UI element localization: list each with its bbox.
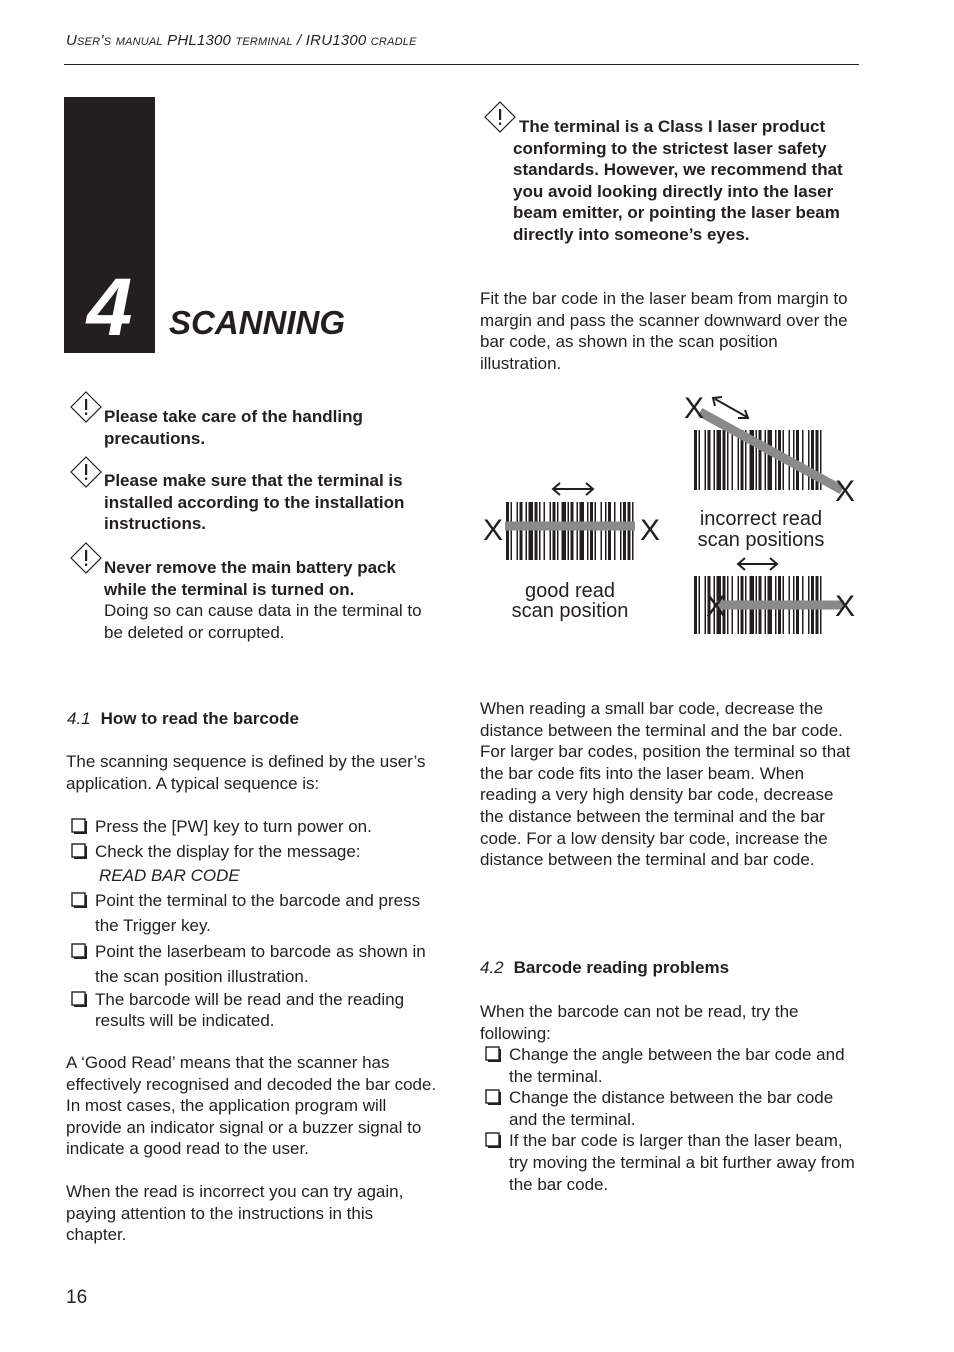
list-item: If the bar code is larger than the laser beam, try moving the terminal a bit further away from the bar code. — [485, 1130, 861, 1195]
barcode-bar — [562, 502, 567, 560]
scan-marker: X — [835, 475, 856, 508]
barcode-bar — [738, 430, 740, 490]
barcode-bar — [699, 576, 701, 634]
barcode-bar — [802, 430, 804, 490]
incorrect-read-caption: incorrect read — [699, 508, 823, 530]
barcode-bar — [571, 502, 574, 560]
double-arrow-icon — [553, 483, 593, 495]
barcode-bar — [614, 502, 616, 560]
scan-marker: X — [835, 590, 856, 623]
section1-intro: The scanning sequence is defined by the user’s application. A typical sequence is: — [66, 752, 426, 793]
warning-icon — [70, 456, 102, 488]
barcode-bar — [705, 430, 707, 490]
chapter-number: 4 — [86, 262, 133, 353]
barcode-bar — [608, 502, 611, 560]
laser-safety-warning: The terminal is a Class I laser product conforming to the strictest laser safety standards. However, we recommend that you avoid looking directly into the laser beam emitter, or pointing the laser beam directly into someone’s eyes. — [513, 117, 843, 244]
barcode-bar — [623, 502, 626, 560]
double-arrow-icon — [713, 397, 748, 418]
scan-position-illustration — [478, 392, 862, 642]
barcode-bar — [723, 430, 726, 490]
barcode-bar — [714, 430, 716, 490]
good-read-caption: good read — [524, 580, 616, 602]
barcode-bar — [517, 502, 519, 560]
barcode-bar — [727, 430, 729, 490]
barcode-bar — [811, 430, 814, 490]
incorrect-read-caption: scan positions — [697, 529, 825, 551]
barcode-bar — [628, 502, 631, 560]
barcode-bar — [535, 502, 538, 560]
barcode-bar — [557, 502, 559, 560]
warning-icon — [70, 542, 102, 574]
barcode-bar — [699, 430, 701, 490]
barcode-bar — [568, 502, 570, 560]
barcode-bar — [506, 502, 509, 560]
checkbox-bullet-icon — [71, 892, 88, 909]
scan-marker: X — [684, 392, 705, 425]
barcode-bar — [550, 502, 552, 560]
warning-icon — [484, 101, 516, 133]
display-message: READ BAR CODE — [99, 866, 240, 886]
header-rule — [64, 64, 859, 65]
warning-handling: Please take care of the handling precautions. — [104, 407, 363, 448]
barcode-bar — [717, 430, 722, 490]
list-item: Point the terminal to the barcode and press the Trigger key. — [71, 890, 443, 938]
chapter-title: SCANNING — [169, 304, 346, 341]
double-arrow-icon — [738, 558, 777, 570]
list-item: Change the distance between the bar code and the terminal. — [485, 1087, 861, 1130]
section2-intro: When the barcode can not be read, try the following: — [480, 1002, 799, 1043]
section2-steps — [485, 1044, 861, 1195]
incorrect-read-paragraph: When the read is incorrect you can try again, paying attention to the instructions in this chapter. — [66, 1182, 404, 1245]
scan-marker: X — [706, 590, 727, 623]
barcode-bar — [587, 502, 589, 560]
warning-battery: Never remove the main battery pack while the terminal is turned on. Doing so can cause data in the terminal to be deleted or corrupted. — [104, 558, 422, 642]
warning-installation: Please make sure that the terminal is installed according to the installation instructions. — [104, 471, 405, 534]
section-heading-4-1: 4.1 How to read the barcode — [67, 709, 300, 728]
checkbox-bullet-icon — [485, 1046, 502, 1063]
barcode-bar — [526, 502, 528, 560]
barcode-bar — [620, 502, 622, 560]
checkbox-bullet-icon — [71, 991, 88, 1008]
barcode-bar — [808, 430, 810, 490]
list-item: Check the display for the message: — [71, 841, 443, 863]
barcode-bar — [694, 576, 697, 634]
warning-icon — [70, 391, 102, 423]
section-heading-4-2: 4.2 Barcode reading problems — [480, 958, 730, 977]
checkbox-bullet-icon — [71, 843, 88, 860]
barcode-bar — [580, 502, 585, 560]
page-number: 16 — [66, 1287, 88, 1308]
barcode-bar — [595, 502, 597, 560]
good-read-paragraph: A ‘Good Read’ means that the scanner has effectively recognised and decoded the bar code. In most cases, the application program will provide an indicator signal or a buzzer signal to indicate a good read to the user. — [66, 1053, 437, 1159]
barcode-bar — [511, 502, 513, 560]
list-item: The barcode will be read and the reading results will be indicated. — [71, 989, 443, 1032]
barcode-bar — [632, 502, 634, 560]
barcode-bar — [553, 502, 556, 560]
barcode-bar — [694, 430, 697, 490]
barcode-good-read — [506, 502, 634, 560]
list-item: Press the [PW] key to turn power on. — [71, 816, 443, 838]
checkbox-bullet-icon — [485, 1089, 502, 1106]
list-item: Point the laserbeam to barcode as shown in the scan position illustration. — [71, 941, 443, 989]
checkbox-bullet-icon — [71, 943, 88, 960]
fit-barcode-text: Fit the bar code in the laser beam from margin to margin and pass the scanner downward over the bar code, as shown in the scan position illustration. — [480, 289, 848, 373]
barcode-bar — [577, 502, 579, 560]
good-read-caption: scan position — [511, 600, 629, 622]
checkbox-bullet-icon — [71, 818, 88, 835]
barcode-bar — [529, 502, 534, 560]
barcode-bar — [768, 430, 773, 490]
distance-text: When reading a small bar code, decrease the distance between the terminal and the bar code. For larger bar codes, position the terminal so that the bar code fits into the laser beam. When reading a very high density bar code, decrease the distance between the terminal and the bar code. For a low density bar code, increase the distance between the terminal and bar code. — [480, 699, 851, 870]
list-item: Change the angle between the bar code and the terminal. — [485, 1044, 861, 1087]
barcode-bar — [544, 502, 546, 560]
barcode-bar — [765, 430, 767, 490]
barcode-bar — [759, 430, 762, 490]
checkbox-bullet-icon — [485, 1132, 502, 1149]
barcode-bar — [590, 502, 593, 560]
scan-marker: X — [483, 514, 504, 547]
barcode-bar — [539, 502, 541, 560]
barcode-bar — [775, 430, 777, 490]
barcode-bar — [601, 502, 603, 560]
barcode-bar — [708, 430, 711, 490]
barcode-bar — [732, 430, 734, 490]
scan-marker: X — [640, 514, 661, 547]
barcode-bar — [520, 502, 523, 560]
section1-steps — [71, 816, 443, 1032]
running-header: User’s manual PHL1300 terminal / IRU1300 cradle — [66, 32, 417, 49]
barcode-bar — [605, 502, 607, 560]
